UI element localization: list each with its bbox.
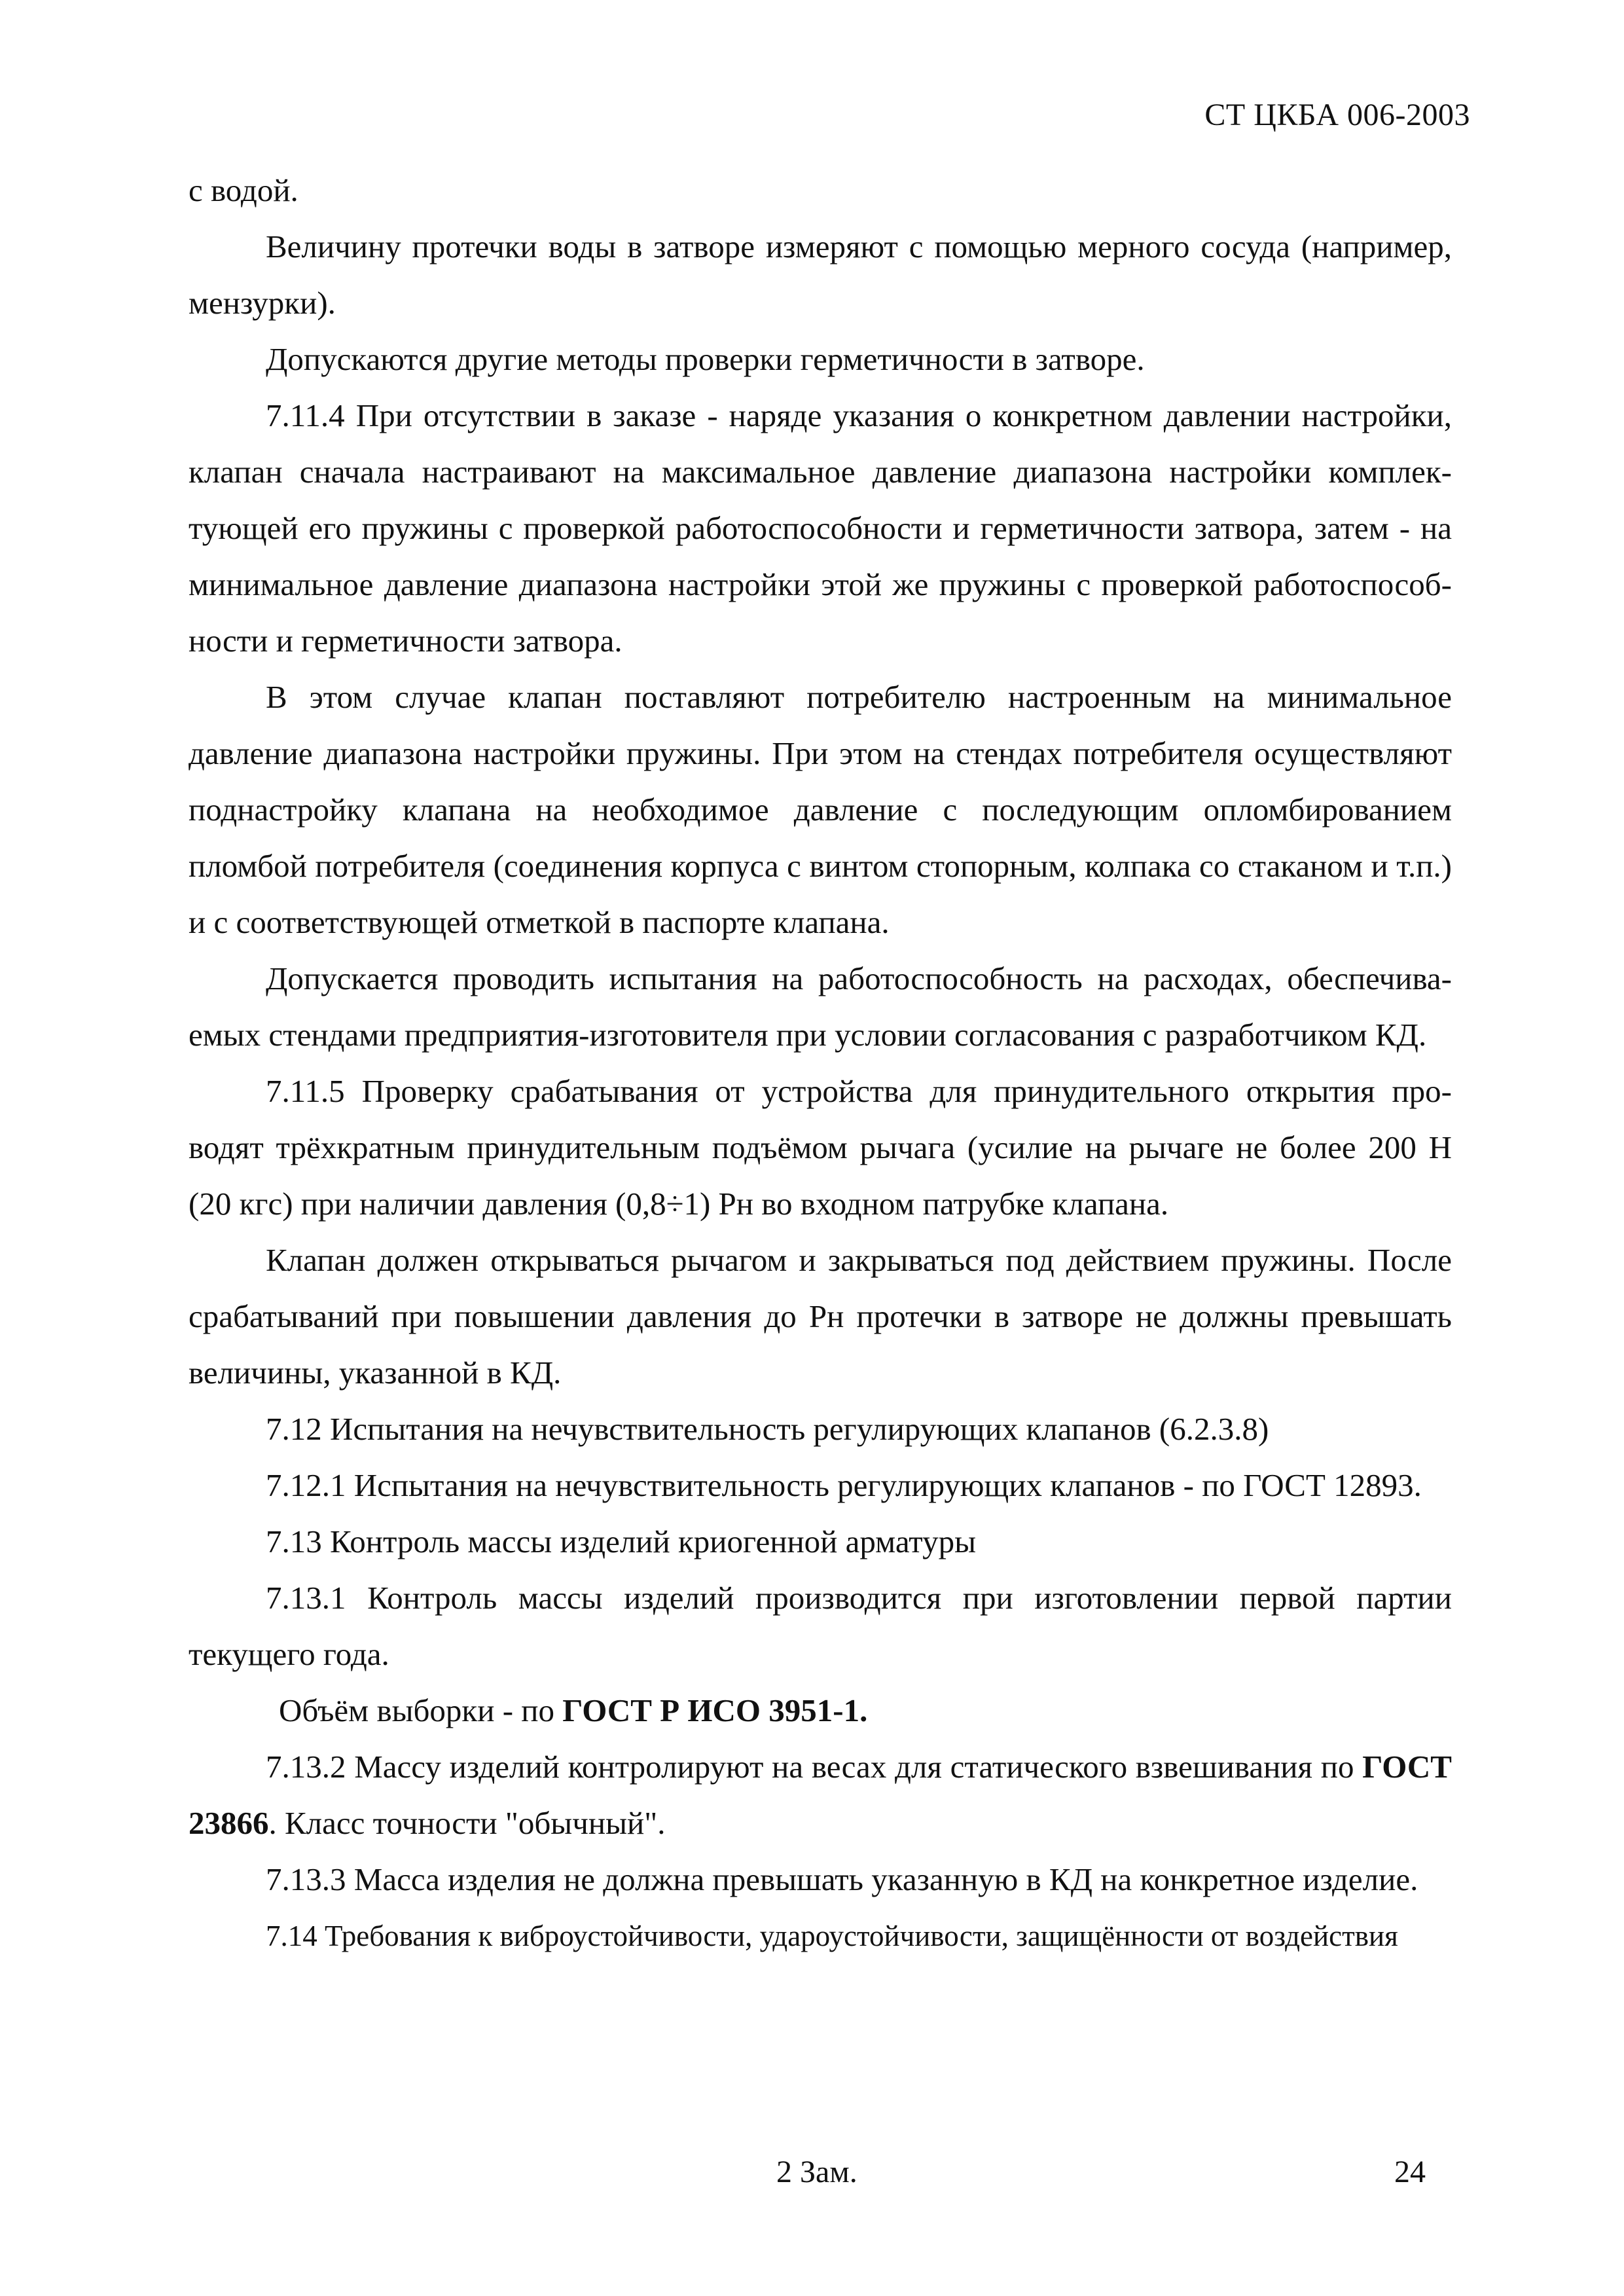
paragraph-7-13-2 [189, 1739, 1452, 1851]
paragraph-7-13-1: 7.13.1 Контроль массы изделий производится при изготовлении первой партии текущего года. [189, 1580, 1452, 1672]
accuracy-class: . Класс точности "обычный". [268, 1805, 666, 1841]
sample-size-prefix: Объём выборки - по [279, 1692, 563, 1728]
paragraph-7-11-4: 7.11.4 При отсутствии в заказе - наряде указания о конкретном давлении настройки, клапан сначала настраивают на максимальное давление диапазона настройки комплек-тующей его пружины с проверкой работоспособности и герметичности затвора, затем - на минимальное давление диапазона настройки этой же пружины с проверкой работоспособ-ности и герметичности затвора. [189, 397, 1452, 659]
section-7-14-heading: 7.14 Требования к виброустойчивости, удароустойчивости, защищённости от воздействия [266, 1920, 1398, 1952]
paragraph-7-11-5: 7.11.5 Проверку срабатывания от устройства для принудительного открытия про-водят трёхкратным принудительным подъёмом рычага (усилие на рычаге не более 200 Н (20 кгс) при наличии давления (0,8÷1) Рн во входном патрубке клапана. [189, 1073, 1452, 1222]
standard-reference-iso: ГОСТ Р ИСО 3951-1. [562, 1692, 868, 1728]
paragraph-flow-testing: Допускается проводить испытания на работоспособность на расходах, обеспечива-емых стендами предприятия-изготовителя при условии согласования с разработчиком КД. [189, 960, 1452, 1053]
standard-reference-gost: ГОСТ 23866 [189, 1749, 1452, 1841]
paragraph-lever-operation: Клапан должен открываться рычагом и закрываться под действием пружины. После срабатываний при повышении давления до Рн протечки в затворе не должны превышать величины, указанной в КД. [189, 1242, 1452, 1391]
section-7-12-heading: 7.12 Испытания на нечувствительность регулирующих клапанов (6.2.3.8) [266, 1411, 1269, 1447]
paragraph-leak-measurement: Величину протечки воды в затворе измеряют с помощью мерного сосуда (например, мензурки). [189, 228, 1452, 321]
weighing-prefix: 7.13.2 Массу изделий контролируют на весах для статического взвешивания по [266, 1749, 1363, 1785]
paragraph-7-12-1: 7.12.1 Испытания на нечувствительность регулирующих клапанов - по ГОСТ 12893. [266, 1467, 1422, 1503]
paragraph-sample-size [189, 1683, 1452, 1739]
paragraph-7-13-3: 7.13.3 Масса изделия не должна превышать указанную в КД на конкретное изделие. [266, 1861, 1418, 1897]
revision-mark: 2 Зам. [776, 2155, 857, 2189]
paragraph-other-methods: Допускаются другие методы проверки герметичности в затворе. [266, 341, 1145, 377]
section-7-13-heading: 7.13 Контроль массы изделий криогенной арматуры [266, 1523, 976, 1559]
document-body [189, 162, 1452, 1964]
page-number: 24 [1394, 2155, 1426, 2189]
document-code: СТ ЦКБА 006-2003 [1204, 98, 1470, 132]
paragraph-delivery-setting: В этом случае клапан поставляют потребителю настроенным на минимальное давление диапазона настройки пружины. При этом на стендах потребителя осуществляют поднастройку клапана на необходимое давление с последующим опломбированием пломбой потребителя (соединения корпуса с винтом стопорным, колпака со стаканом и т.п.) и с соответствующей отметкой в паспорте клапана. [189, 679, 1452, 940]
paragraph-continuation: с водой. [189, 172, 298, 208]
